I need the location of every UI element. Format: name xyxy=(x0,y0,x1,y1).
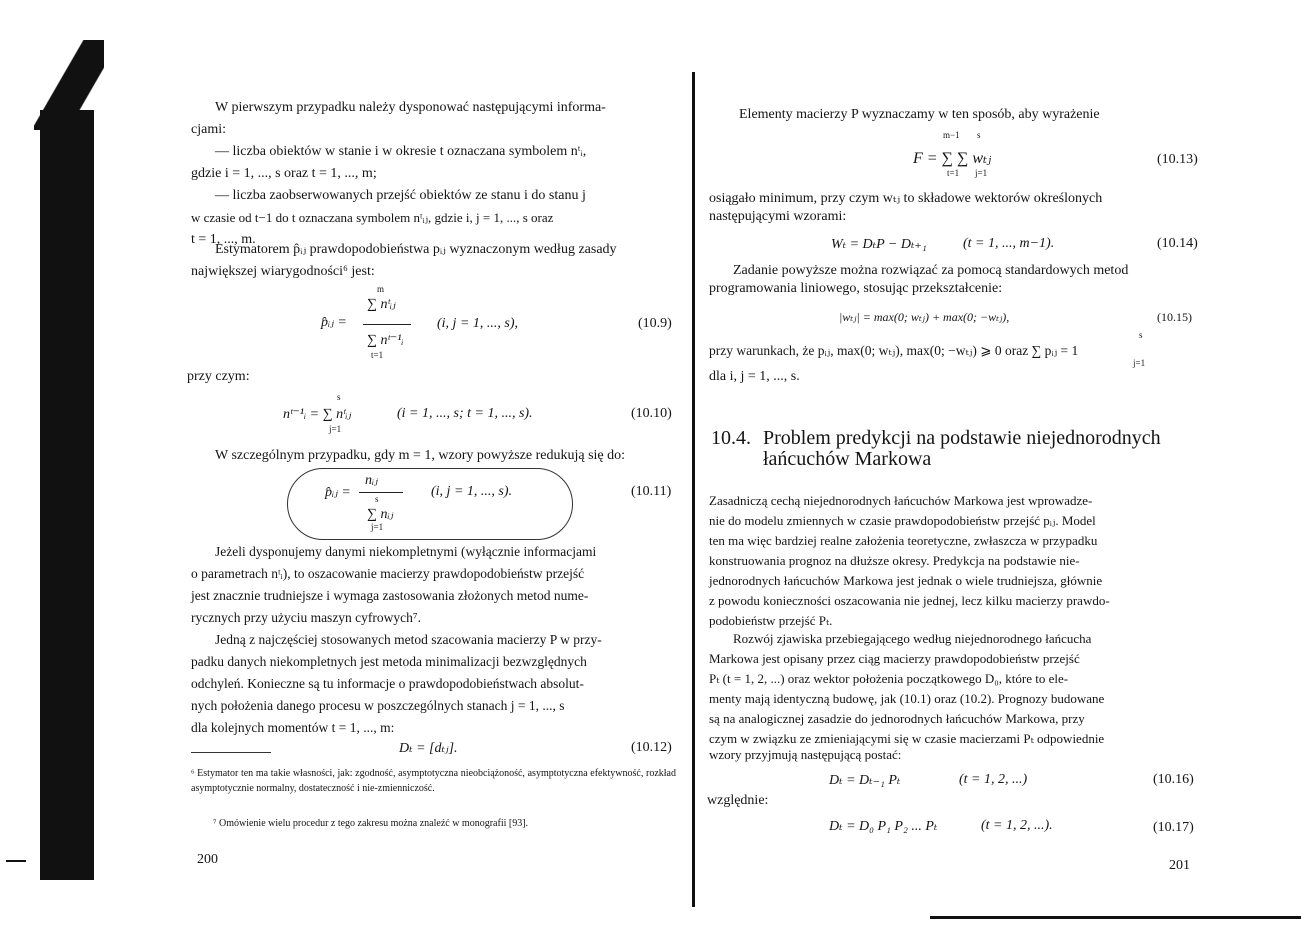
section-number: 10.4. xyxy=(711,427,751,449)
eq-10-12-text: Dₜ = [dₜⱼ]. xyxy=(399,741,458,756)
hand-drawn-oval xyxy=(287,468,573,540)
eq-10-17-text: Dₜ = D₀ P₁ P₂ ... Pₜ xyxy=(829,819,938,834)
eq-10-16-range: (t = 1, 2, ...) xyxy=(959,772,1028,787)
eq-10-17-range: (t = 1, 2, ...). xyxy=(981,818,1053,833)
para-method-1: Jedną z najczęściej stosowanych metod szacowania macierzy P w przy- xyxy=(215,632,602,647)
section-title-line-1: Problem predykcji na podstawie niejednorodnych xyxy=(763,427,1161,449)
para-2-line-2: Markowa jest opisany przez ciąg macierzy prawdopodobieństw przejść xyxy=(709,651,1080,666)
special-case-line: W szczególnym przypadku, gdy m = 1, wzory powyższe redukują się do: xyxy=(215,448,626,463)
eq-10-9-range: (i, j = 1, ..., s), xyxy=(437,316,518,331)
para-2-line-6: czym w związku ze zmieniającymi się w czasie macierzami Pₜ odpowiednie xyxy=(709,731,1105,746)
eq-10-12-number: (10.12) xyxy=(631,740,672,755)
eq-10-11-sum-top: s xyxy=(375,494,379,504)
para-1-line-3: ten ma więc bardziej realne założenia teoretyczne, zwłaszcza w przypadku xyxy=(709,533,1098,548)
eq-10-9-fraction-bar xyxy=(363,324,411,325)
footnote-7: ⁷ Omówienie wielu procedur z tego zakresu można znaleźć w monografii [93]. xyxy=(213,818,529,829)
para-2-line-4: menty mają identyczną budowę, jak (10.1) oraz (10.2). Prognozy budowane xyxy=(709,691,1105,706)
eq-10-16-text: Dₜ = Dₜ₋₁ Pₜ xyxy=(829,773,901,788)
para-incomplete-3: jest znacznie trudniejsze i wymaga zastosowania złożonych metod nume- xyxy=(191,588,589,603)
eq-10-13-top2: s xyxy=(977,130,981,140)
para-incomplete-2: o parametrach nᵗᵢ), to oszacowanie macierzy prawdopodobieństw przejść xyxy=(191,566,585,581)
para-1-line-5: jednorodnych łańcuchów Markowa jest jednak o wiele trudniejsza, głównie xyxy=(709,573,1103,588)
eq-10-13-text: F = ∑ ∑ wₜⱼ xyxy=(913,150,992,167)
after-15-line-b: dla i, j = 1, ..., s. xyxy=(709,369,800,384)
para-incomplete-1: Jeżeli dysponujemy danymi niekompletnymi (wyłącznie informacjami xyxy=(215,544,597,559)
eq-10-13-bot2: j=1 xyxy=(975,168,988,178)
intro-line-8: Estymatorem p̂ᵢⱼ prawdopodobieństwa pᵢⱼ wyznaczonym według zasady xyxy=(215,242,617,257)
eq-10-9-sum-top: m xyxy=(377,284,385,294)
eq-10-11-fraction-bar xyxy=(359,492,403,493)
eq-10-13-top1: m−1 xyxy=(943,130,960,140)
wzglednie: względnie: xyxy=(707,793,769,808)
eq-10-10-sum-bottom: j=1 xyxy=(329,424,342,434)
eq-10-11-number: (10.11) xyxy=(631,484,672,499)
after-15-sum-top: s xyxy=(1139,330,1143,340)
intro-line-6: w czasie od t−1 do t oznaczana symbolem nᵗᵢⱼ, gdzie i, j = 1, ..., s oraz xyxy=(191,210,554,225)
intro-line-2: cjami: xyxy=(191,122,226,137)
eq-10-10-range: (i = 1, ..., s; t = 1, ..., s). xyxy=(397,406,533,421)
right-intro: Elementy macierzy P wyznaczamy w ten sposób, aby wyrażenie xyxy=(739,107,1100,122)
eq-10-9-denominator: ∑ nᵗ⁻¹ᵢ xyxy=(367,333,404,348)
eq-10-14-range: (t = 1, ..., m−1). xyxy=(963,236,1055,251)
after-13-line-1: osiągało minimum, przy czym wₜⱼ to składowe wektorów określonych xyxy=(709,191,1103,206)
eq-10-11-numerator: nᵢⱼ xyxy=(365,473,378,488)
eq-10-10-text: nᵗ⁻¹ᵢ = ∑ nᵗᵢⱼ xyxy=(283,407,352,422)
after-15-sum-bottom: j=1 xyxy=(1133,358,1146,368)
eq-10-9-number: (10.9) xyxy=(638,316,672,331)
intro-line-9: największej wiarygodności⁶ jest: xyxy=(191,264,375,279)
para-method-4: nych położenia danego procesu w poszczególnych stanach j = 1, ..., s xyxy=(191,698,565,713)
eq-10-10-sum-top: s xyxy=(337,392,341,402)
scan-mark-left xyxy=(6,860,26,862)
intro-line-1: W pierwszym przypadku należy dysponować następującymi informa- xyxy=(215,100,606,115)
para-2-line-5: są na analogicznej zasadzie do jednorodnych łańcuchów Markowa, przy xyxy=(709,711,1085,726)
scan-bar-left xyxy=(40,110,94,880)
eq-10-10-number: (10.10) xyxy=(631,406,672,421)
intro-line-7: t = 1, ..., m. xyxy=(191,232,256,247)
eq-10-13-bot1: t=1 xyxy=(947,168,960,178)
eq-10-13-number: (10.13) xyxy=(1157,152,1198,167)
footnote-rule xyxy=(191,752,271,753)
intro-line-3: — liczba obiektów w stanie i w okresie t oznaczana symbolem nᵗᵢ, xyxy=(215,144,587,159)
footnote-6: ⁶ Estymator ten ma takie własności, jak: zgodność, asymptotyczna nieobciążoność, asymptotyczna efektywność, rozkład asymptotycznie normalny, dostateczność i nie-zmienniczość. xyxy=(191,768,676,794)
eq-10-11-lhs: p̂ᵢⱼ = xyxy=(325,485,351,500)
page-gutter-line xyxy=(692,72,695,907)
para-method-2: padku danych niekompletnych jest metoda minimalizacji bezwzględnych xyxy=(191,654,587,669)
eq-10-9-sum-bottom: t=1 xyxy=(371,350,384,360)
para-1-line-1: Zasadniczą cechą niejednorodnych łańcuchów Markowa jest wprowadze- xyxy=(709,493,1093,508)
page-number-left: 200 xyxy=(197,852,218,867)
para-2-line-3: Pₜ (t = 1, 2, ...) oraz wektor położenia początkowego D₀, które to ele- xyxy=(709,671,1069,686)
para-1-line-6: z powodu konieczności oszacowania nie jednej, lecz kilku macierzy prawdo- xyxy=(709,593,1110,608)
after-14-line-2: programowania liniowego, stosując przekształcenie: xyxy=(709,281,1003,296)
scan-bottom-line xyxy=(930,916,1301,919)
para-incomplete-4: rycznych przy użyciu maszyn cyfrowych⁷. xyxy=(191,610,421,625)
page-number-right: 201 xyxy=(1169,858,1190,873)
para-2-line-1: Rozwój zjawiska przebiegającego według niejednorodnego łańcucha xyxy=(733,631,1092,646)
para-2-line-7: wzory przyjmują następującą postać: xyxy=(709,747,902,762)
eq-10-15-text: |wₜⱼ| = max(0; wₜⱼ) + max(0; −wₜⱼ), xyxy=(839,310,1010,324)
para-1-line-4: konstruowania prognoz na dłuższe okresy. Predykcja na podstawie nie- xyxy=(709,553,1080,568)
eq-10-14-text: Wₜ = DₜP − Dₜ₊₁ xyxy=(831,237,927,252)
para-method-3: odchyleń. Konieczne są tu informacje o prawdopodobieństwach absolut- xyxy=(191,676,584,691)
section-title-line-2: łańcuchów Markowa xyxy=(763,448,932,470)
eq-10-15-number: (10.15) xyxy=(1157,310,1192,324)
intro-line-4: gdzie i = 1, ..., s oraz t = 1, ..., m; xyxy=(191,166,377,181)
przy-czym: przy czym: xyxy=(187,369,250,384)
eq-10-11-range: (i, j = 1, ..., s). xyxy=(431,484,512,499)
eq-10-14-number: (10.14) xyxy=(1157,236,1198,251)
after-14-line-1: Zadanie powyższe można rozwiązać za pomocą standardowych metod xyxy=(733,263,1129,278)
para-1-line-7: podobieństw przejść Pₜ. xyxy=(709,613,833,628)
eq-10-17-number: (10.17) xyxy=(1153,820,1194,835)
eq-10-11-denominator: ∑ nᵢⱼ xyxy=(367,507,394,522)
para-method-5: dla kolejnych momentów t = 1, ..., m: xyxy=(191,720,395,735)
para-1-line-2: nie do modelu zmiennych w czasie prawdopodobieństw przejść pᵢⱼ. Model xyxy=(709,513,1096,528)
intro-line-5: — liczba zaobserwowanych przejść obiektów ze stanu i do stanu j xyxy=(215,188,586,203)
after-15-line-a: przy warunkach, że pᵢⱼ, max(0; wₜⱼ), max(0; −wₜⱼ) ⩾ 0 oraz ∑ pᵢⱼ = 1 xyxy=(709,343,1079,358)
eq-10-9-lhs: p̂ᵢⱼ = xyxy=(321,315,347,330)
eq-10-16-number: (10.16) xyxy=(1153,772,1194,787)
eq-10-9-numerator: ∑ nᵗᵢⱼ xyxy=(367,297,396,312)
after-13-line-2: następującymi wzorami: xyxy=(709,209,847,224)
eq-10-11-sum-bottom: j=1 xyxy=(371,522,384,532)
